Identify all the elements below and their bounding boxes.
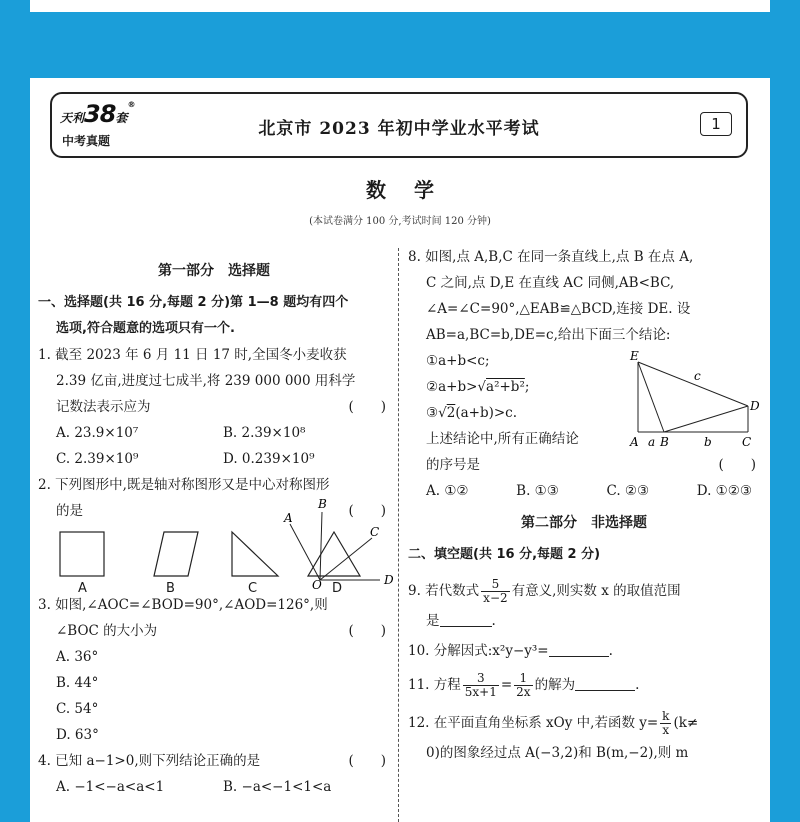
fig8-label-b-side: b [704, 435, 712, 449]
q11-denominator-left: 5x+1 [464, 685, 497, 699]
q1-options-ab [38, 420, 390, 446]
q8-line1: 8. 如图,点 A,B,C 在同一条直线上,点 B 在点 A, [408, 249, 694, 265]
q8-line2: C 之间,点 D,E 在直线 AC 同侧,AB<BC, [426, 275, 675, 291]
q8-line3: ∠A=∠C=90°,△EAB≌△BCD,连接 DE. 设 [426, 301, 691, 317]
section1-heading: 一、选择题(共 16 分,每题 2 分)第 1—8 题均有四个 [38, 295, 349, 310]
q11-equals: = [500, 677, 513, 693]
exam-page [30, 78, 770, 822]
answer-paren: ( ) [718, 457, 756, 473]
subject-title: 数学 [366, 178, 462, 202]
q8-conclusion-2: ②a+b>√a²+b²; [426, 379, 530, 395]
q9-pre: 9. 若代数式 [408, 583, 480, 599]
q11-numerator-left: 3 [463, 672, 499, 686]
q1-option-d: D. 0.239×10⁹ [223, 451, 315, 467]
q12-line2: 0)的图象经过点 A(−3,2)和 B(m,−2),则 m [426, 745, 689, 761]
section1-heading-cont: 选项,符合题意的选项只有一个. [56, 321, 235, 336]
question-3 [38, 592, 390, 748]
q9-line2-text: 是 [426, 613, 440, 629]
q9-end: . [491, 613, 496, 629]
q11-end: . [635, 677, 640, 693]
q3-line1: 3. 如图,∠AOC=∠BOD=90°,∠AOD=126°,则 [38, 597, 328, 613]
fig3-label-b: B [318, 497, 327, 511]
column-divider [398, 248, 399, 822]
q8-c2-pre: ②a+b> [426, 379, 478, 395]
q3-option-d: D. 63° [56, 727, 99, 743]
q1-option-c: C. 2.39×10⁹ [56, 451, 139, 467]
part1-title: 第一部分 选择题 [158, 263, 270, 279]
q2-line1: 2. 下列图形中,既是轴对称图形又是中心对称图形 [38, 477, 330, 493]
q4-line1-text: 4. 已知 a−1>0,则下列结论正确的是 [38, 753, 261, 769]
ray-ob [320, 512, 322, 580]
question-1 [38, 342, 390, 472]
q10-end: . [608, 643, 613, 659]
q8-option-d: D. ①②③ [696, 483, 752, 499]
q10-text: 10. 分解因式:x²y−y³= [408, 643, 549, 659]
page-title: 北京市 2023 年初中学业水平考试 [258, 119, 540, 139]
q9-answer-blank[interactable] [440, 612, 492, 627]
segment-eb [638, 362, 664, 432]
fig8-label-d: D [750, 399, 760, 413]
q1-option-a: A. 23.9×10⁷ [56, 425, 139, 441]
q9-denominator: x−2 [483, 591, 508, 605]
q9-line1 [408, 574, 760, 608]
fig3-label-a: A [284, 511, 293, 525]
q3-line2-text: ∠BOC 的大小为 [56, 623, 158, 639]
q8-figure [626, 348, 766, 448]
q8-option-a: A. ①② [426, 483, 469, 499]
q9-line2 [408, 608, 760, 634]
question-4 [38, 748, 390, 800]
fig8-label-c: C [742, 435, 752, 449]
fig8-label-b: B [660, 435, 669, 449]
q3-option-a: A. 36° [56, 649, 99, 665]
q11-answer-blank[interactable] [575, 676, 635, 691]
header-subtitle: 中考真题 [62, 134, 111, 148]
shape-label-c: C [248, 581, 258, 596]
shape-label-d: D [332, 581, 343, 596]
q8-c3-pre: ③ [426, 405, 439, 421]
q8-c2-post: ; [524, 379, 530, 395]
square-shape [60, 532, 104, 576]
q2-line2-text: 的是 [56, 503, 83, 519]
ray-oa [290, 524, 320, 580]
fig3-label-d: D [384, 573, 394, 587]
fig3-label-o: O [312, 578, 322, 592]
q12-denominator: x [662, 723, 670, 737]
q10-answer-blank[interactable] [549, 642, 609, 657]
q1-line2: 2.39 亿亩,进度过七成半,将 239 000 000 用科学 [56, 373, 356, 389]
q8-line6 [408, 452, 760, 478]
right-column [408, 244, 760, 766]
q12-pre: 12. 在平面直角坐标系 xOy 中,若函数 y= [408, 715, 659, 731]
q9-post: 有意义,则实数 x 的取值范围 [511, 583, 681, 599]
q1-line3-text: 记数法表示应为 [56, 399, 151, 415]
question-12 [408, 706, 760, 766]
q8-options [408, 478, 760, 504]
q11-denominator-right: 2x [516, 685, 531, 699]
fig8-label-e: E [630, 349, 639, 363]
q4-option-a: A. −1<−a<a<1 [56, 779, 165, 795]
shape-label-a: A [78, 581, 87, 596]
q3-angle-figure [284, 497, 398, 592]
part2-title: 第二部分 非选择题 [521, 515, 647, 531]
answer-paren: ( ) [348, 503, 386, 519]
q11-fraction-left [463, 672, 499, 699]
question-10 [408, 638, 760, 664]
section2-heading: 二、填空题(共 16 分,每题 2 分) [408, 547, 601, 562]
paper-number-badge: 1 [700, 112, 732, 136]
q4-options-ab [38, 774, 390, 800]
q8-line4: AB=a,BC=b,DE=c,给出下面三个结论: [426, 327, 671, 343]
fig8-label-a-side: a [648, 435, 656, 449]
q3-line2 [38, 618, 390, 644]
exam-note: (本试卷满分 100 分,考试时间 120 分钟) [309, 216, 491, 227]
fig8-label-c-side: c [694, 369, 701, 383]
q8-c3-post: (a+b)>c. [455, 405, 518, 421]
q1-option-b: B. 2.39×10⁸ [223, 425, 306, 441]
q1-line3 [38, 394, 390, 420]
q4-line1 [38, 748, 390, 774]
segment-ed [638, 362, 748, 406]
shape-label-b: B [166, 581, 175, 596]
question-11 [408, 668, 760, 702]
answer-paren: ( ) [348, 753, 386, 769]
answer-paren: ( ) [348, 399, 386, 415]
q11-post: 的解为 [534, 677, 576, 693]
fig8-label-a: A [630, 435, 639, 449]
q11-numerator-right: 1 [514, 672, 532, 686]
answer-paren: ( ) [348, 623, 386, 639]
page-header [50, 92, 748, 158]
q9-numerator: 5 [481, 578, 509, 592]
q1-options-cd [38, 446, 390, 472]
q12-line1 [408, 706, 760, 740]
right-triangle-shape [232, 532, 278, 576]
q11-pre: 11. 方程 [408, 677, 461, 693]
segment-bd [664, 406, 748, 432]
fig3-label-c: C [370, 525, 380, 539]
brand-logo: 天利38套® [60, 100, 136, 128]
q8-option-c: C. ②③ [606, 483, 650, 499]
q8-line6-text: 的序号是 [426, 457, 480, 473]
q12-post: (k≠ [673, 715, 699, 731]
q8-c2-radicand: a²+b² [486, 379, 525, 395]
q12-numerator: k [662, 709, 670, 723]
question-9 [408, 574, 760, 634]
q9-fraction [481, 578, 509, 605]
top-page-strip [30, 0, 770, 12]
q8-line5: 上述结论中,所有正确结论 [426, 431, 579, 447]
q4-option-b: B. −a<−1<1<a [223, 779, 332, 795]
q8-conclusion-1: ①a+b<c; [426, 353, 490, 369]
q11-fraction-right [514, 672, 532, 699]
q3-option-b: B. 44° [56, 675, 99, 691]
q12-fraction [660, 710, 671, 737]
parallelogram-shape [154, 532, 198, 576]
q8-c3-radicand: 2 [446, 405, 456, 421]
ray-oc [320, 538, 372, 580]
q8-conclusion-3: ③√2(a+b)>c. [426, 405, 518, 421]
q8-option-b: B. ①③ [516, 483, 559, 499]
q1-line1: 1. 截至 2023 年 6 月 11 日 17 时,全国冬小麦收获 [38, 347, 347, 363]
q3-option-c: C. 54° [56, 701, 99, 717]
